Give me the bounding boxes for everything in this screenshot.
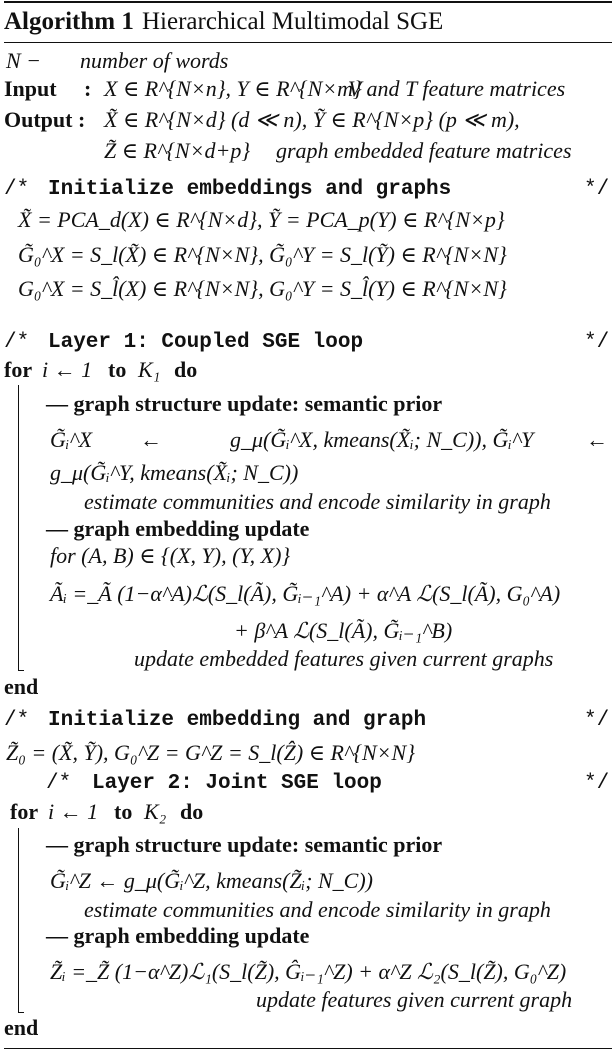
- structure-update-title: — graph structure update: semantic prior: [46, 391, 443, 416]
- step-equation: [0, 616, 616, 646]
- output-math-2: Z̃ ∈ R^{N×d+p}: [104, 138, 251, 163]
- init-comment-text: Initialize embeddings and graphs: [48, 178, 452, 201]
- end-keyword: end: [4, 674, 39, 699]
- end-line: [0, 672, 616, 702]
- top-rule: [4, 1, 612, 3]
- bottom-rule: [4, 1048, 612, 1049]
- init-comment: [0, 175, 616, 205]
- graph-init-equation: G̃₀^X = S_l(X̃) ∈ R^{N×N}, G̃₀^Y = S_l(Ỹ) ∈ R^{N×N}: [18, 242, 507, 267]
- do-keyword: do: [180, 799, 204, 824]
- input-label: Input: [4, 76, 57, 101]
- end-keyword: end: [4, 1015, 39, 1040]
- init2-equation: [0, 738, 616, 768]
- step-title: [0, 389, 616, 419]
- structure-update-desc: estimate communities and encode similarity in graph: [84, 897, 551, 922]
- assign-arrow: ←: [586, 427, 608, 452]
- loop-variable: i ← 1: [42, 357, 93, 382]
- input-math: X ∈ R^{N×n}, Y ∈ R^{N×m}: [104, 76, 362, 101]
- comment-open: /*: [4, 331, 30, 354]
- joint-embedding-equation: Z̃ᵢ =_Z̃ (1−α^Z)ℒ₁(S_l(Z̃), Ĝᵢ₋₁^Z) + α^Z ℒ₂(S_l(Z̃), G₀^Z): [50, 959, 567, 984]
- output-math: X̃ ∈ R^{N×d} (d ≪ n), Ỹ ∈ R^{N×p} (p ≪ m),: [104, 107, 520, 132]
- init2-comment-text: Initialize embedding and graph: [48, 709, 427, 732]
- layer2-comment: [0, 769, 616, 799]
- embedding-update-title: — graph embedding update: [46, 516, 310, 541]
- title-rule: [4, 42, 612, 43]
- comment-close: */: [584, 709, 610, 732]
- loop-variable: i ← 1: [48, 799, 99, 824]
- output-description: graph embedded feature matrices: [276, 138, 572, 163]
- step-title: [0, 921, 616, 951]
- pca-equation: X̃ = PCA_d(X) ∈ R^{N×d}, Ỹ = PCA_p(Y) ∈ R^{N×p}: [18, 207, 505, 232]
- loop-bound: K₁: [138, 357, 161, 382]
- embedding-update-title: — graph embedding update: [46, 923, 310, 948]
- loop-bound: K₂: [144, 799, 167, 824]
- input-description: V and T feature matrices: [348, 76, 566, 101]
- init-equation: [0, 240, 616, 270]
- output-line: [0, 105, 616, 135]
- graph-update-x: G̃ᵢ^X: [50, 427, 93, 452]
- graph-update-rhs: g_μ(G̃ᵢ^X, kmeans(X̃ᵢ; N_C)), G̃ᵢ^Y: [230, 427, 534, 452]
- structure-update-title: — graph structure update: semantic prior: [46, 832, 443, 857]
- step-equation: [0, 458, 616, 488]
- do-keyword: do: [174, 357, 198, 382]
- layer1-comment-text: Layer 1: Coupled SGE loop: [48, 331, 364, 354]
- comment-close: */: [584, 331, 610, 354]
- end-line: [0, 1013, 616, 1043]
- comment-close: */: [584, 178, 610, 201]
- embedding-update-desc: update embedded features given current graphs: [134, 646, 554, 671]
- step-description: [0, 644, 616, 674]
- graph-update-y: g_μ(G̃ᵢ^Y, kmeans(X̃ᵢ; N_C)): [50, 460, 299, 485]
- algorithm-title: Hierarchical Multimodal SGE: [142, 8, 444, 35]
- layer1-comment: [0, 328, 616, 358]
- step-description: [0, 487, 616, 517]
- step-description: [0, 985, 616, 1015]
- comment-open: /*: [4, 178, 30, 201]
- step-equation: [0, 957, 616, 987]
- step-equation: [0, 425, 616, 455]
- assign-arrow: ←: [140, 427, 162, 452]
- for-keyword: for: [4, 357, 33, 382]
- comment-close: */: [584, 772, 610, 795]
- step-for: [0, 541, 616, 571]
- embedding-equation-cont: + β^A ℒ(S_l(Ã), G̃ᵢ₋₁^B): [234, 618, 453, 643]
- output-line-2: [0, 136, 616, 166]
- output-label: Output :: [4, 107, 86, 132]
- algorithm-caption: [0, 5, 616, 39]
- layer2-comment-text: Layer 2: Joint SGE loop: [92, 772, 382, 795]
- n-line: [0, 46, 616, 76]
- comment-open: /*: [46, 772, 72, 795]
- layer2-for: [0, 797, 616, 827]
- n-description: number of words: [80, 48, 229, 73]
- embedding-update-desc: update features given current graph: [256, 987, 573, 1012]
- init-equation: [0, 205, 616, 235]
- structure-update-desc: estimate communities and encode similarity in graph: [84, 489, 551, 514]
- input-line: [0, 74, 616, 104]
- to-keyword: to: [114, 799, 133, 824]
- embedding-equation: Ãᵢ =_Ã (1−α^A)ℒ(S_l(Ã), G̃ᵢ₋₁^A) + α^A ℒ(S_l(Ã), G₀^A): [50, 581, 561, 606]
- step-title: [0, 514, 616, 544]
- pair-loop: for (A, B) ∈ {(X, Y), (Y, X)}: [50, 543, 291, 568]
- input-colon: :: [84, 76, 92, 101]
- step-equation: [0, 866, 616, 896]
- n-symbol: N −: [6, 48, 42, 73]
- layer1-for: [0, 355, 616, 385]
- prior-graph-equation: G₀^X = S_l̂(X) ∈ R^{N×N}, G₀^Y = S_l̂(Y) ∈ R^{N×N}: [18, 276, 507, 301]
- to-keyword: to: [108, 357, 127, 382]
- step-title: [0, 830, 616, 860]
- joint-init-equation: Z̃₀ = (X̃, Ỹ), G₀^Z = G^Z = S_l(Ẑ) ∈ R^{N×N}: [6, 740, 415, 765]
- init-equation: [0, 274, 616, 304]
- comment-open: /*: [4, 709, 30, 732]
- algorithm-label: Algorithm 1: [4, 8, 134, 35]
- step-equation: [0, 579, 616, 609]
- init2-comment: [0, 706, 616, 736]
- joint-graph-update: G̃ᵢ^Z ← g_μ(G̃ᵢ^Z, kmeans(Z̃ᵢ; N_C)): [50, 868, 373, 893]
- for-keyword: for: [10, 799, 39, 824]
